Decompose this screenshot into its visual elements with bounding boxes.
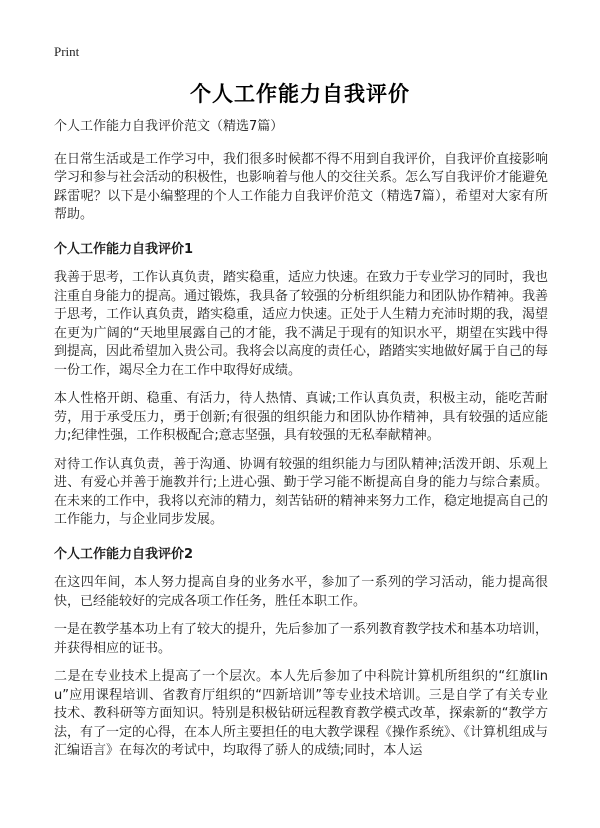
intro-paragraph: 在日常生活或是工作学习中，我们很多时候都不得不用到自我评价，自我评价直接影响学习和参与社会活动的积极性，也影响着与他人的交往关系。怎么写自我评价才能避免踩雷呢？以下是小编整理的个人工作能力自我评价范文（精选7篇），希望对大家有所帮助。: [54, 151, 549, 222]
section-heading-1: 个人工作能力自我评价1: [54, 241, 194, 257]
section-2-paragraph-2: 一是在教学基本功上有了较大的提升，先后参加了一系列教育教学技术和基本功培训，并获得相应的证书。: [54, 622, 549, 656]
section-heading-2: 个人工作能力自我评价2: [54, 546, 194, 562]
section-1-paragraph-1: 我善于思考，工作认真负责，踏实稳重，适应力快速。在致力于专业学习的同时，我也注重自身能力的提高。通过锻炼，我具备了较强的分析组织能力和团队协作精神。我善于思考，工作认真负责，踏实稳重，适应力快速。正处于人生精力充沛时期的我，渴望在更为广阔的“天地里展露自己的才能，我不满足于现有的知识水平，期望在实践中得到提高，因此希望加入贵公司。我将会以高度的责任心，踏踏实实地做好属于自己的每一份工作，竭尽全力在工作中取得好成绩。: [54, 270, 549, 378]
print-link[interactable]: Print: [54, 44, 80, 59]
article-subtitle: 个人工作能力自我评价范文（精选7篇）: [54, 119, 284, 134]
section-2-paragraph-1: 在这四年间，本人努力提高自身的业务水平，参加了一系列的学习活动，能力提高很快，已经能较好的完成各项工作任务，胜任本职工作。: [54, 575, 548, 609]
article-body: [54, 118, 548, 771]
section-1-paragraph-3: 对待工作认真负责，善于沟通、协调有较强的组织能力与团队精神;活泼开朗、乐观上进、有爱心并善于施教并行;上进心强、勤于学习能不断提高自身的能力与综合素质。在未来的工作中，我将以充沛的精力，刻苦钻研的精神来努力工作，稳定地提高自己的工作能力，与企业同步发展。: [54, 456, 549, 527]
page-title: 个人工作能力自我评价: [190, 82, 410, 106]
section-2-paragraph-3: 二是在专业技术上提高了一个层次。本人先后参加了中科院计算机所组织的“红旗linu”应用课程培训、省教育厅组织的“四新培训”等专业技术培训。三是自学了有关专业技术、教科研等方面知识。特别是积极钻研远程教育教学模式改革，探索新的“教学方法，有了一定的心得，在本人所主要担任的电大教学课程《操作系统》、《计算机组成与汇编语言》在每次的考试中，均取得了骄人的成绩;同时，本人运: [54, 669, 549, 758]
section-1-paragraph-2: 本人性格开朗、稳重、有活力，待人热情、真诚;工作认真负责，积极主动，能吃苦耐劳，用于承受压力，勇于创新;有很强的组织能力和团队协作精神，具有较强的适应能力;纪律性强，工作积极配合;意志坚强，具有较强的无私奉献精神。: [54, 391, 548, 443]
